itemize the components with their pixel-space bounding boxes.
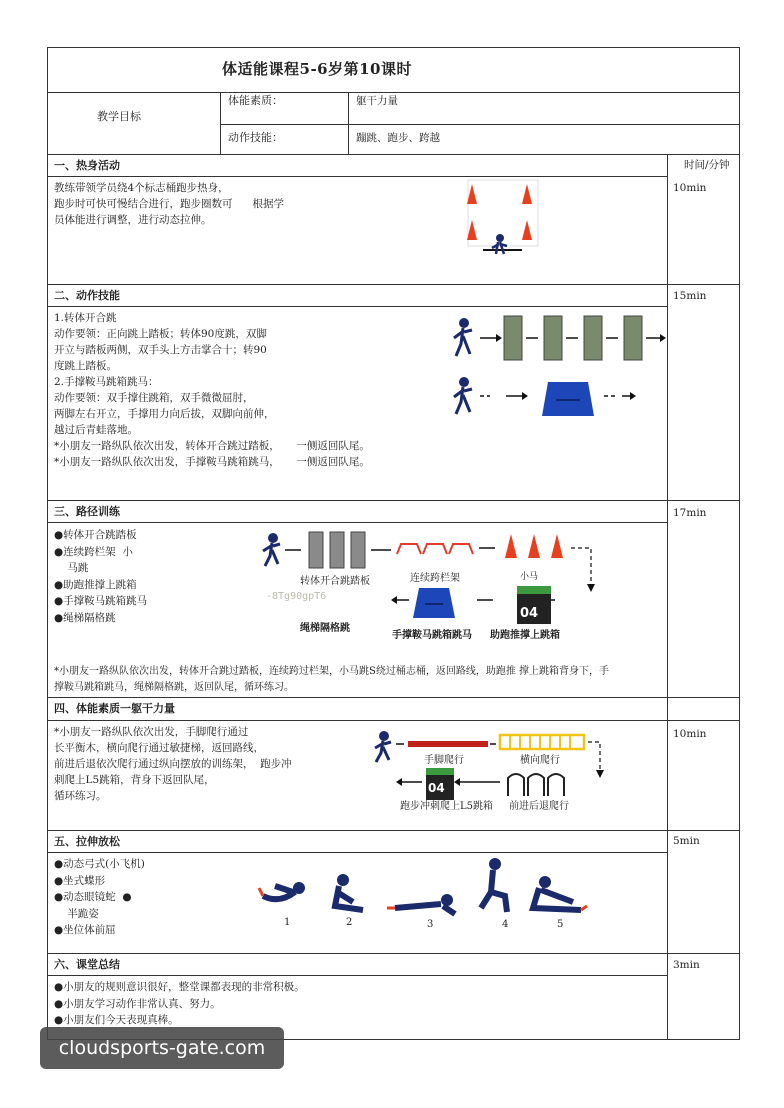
arrow <box>660 334 666 342</box>
step-board <box>504 316 522 360</box>
arrow <box>396 778 402 786</box>
warmup-diagram <box>450 178 560 268</box>
divider <box>47 522 667 523</box>
arrow <box>454 778 460 786</box>
divider <box>220 124 740 125</box>
core-label-fb: 前进后退爬行 <box>509 801 569 812</box>
child-icon <box>459 318 469 328</box>
pose-sit-reach <box>533 876 587 910</box>
return-path <box>571 548 591 586</box>
section-title: 四、体能素质一躯干力量 <box>54 702 175 715</box>
section-time: 5min <box>673 835 700 847</box>
training-arch <box>508 774 524 796</box>
arrow <box>391 596 397 604</box>
pose-number: 1 <box>284 917 291 928</box>
section-time: 3min <box>673 959 700 971</box>
training-arch <box>548 774 564 796</box>
pose-half-kneel <box>481 858 507 912</box>
step-board <box>309 532 323 568</box>
divider <box>47 154 740 155</box>
section-title: 一、热身活动 <box>54 159 120 172</box>
agility-ladder-rungs <box>510 735 570 749</box>
divider <box>47 975 667 976</box>
jump-box-number: 04 <box>428 781 445 795</box>
child-icon <box>496 234 504 242</box>
divider <box>47 953 740 954</box>
hurdle-icon <box>449 544 473 554</box>
return-path <box>588 742 600 772</box>
route-note: *小朋友一路纵队依次出发，转体开合跳过踏板，连续跨过栏架，小马跳S绕过桶志桶，返回路线，助跑推 撑上跳箱背身下，手 撑鞍马跳箱跳马，绳梯隔格跳，返回队尾，循环练习。 <box>54 666 610 693</box>
divider <box>47 284 740 285</box>
divider <box>47 500 740 501</box>
step-jump-diagram <box>448 310 668 430</box>
objective-value: 躯干力量 <box>356 95 398 107</box>
stretch-bullets: ●动态弓式(小飞机) ●坐式蝶形 ●动态眼镜蛇 ● 半跪姿 ●坐位体前屈 <box>54 858 145 936</box>
time-column-line <box>667 154 668 1040</box>
pose-bow <box>259 882 305 899</box>
section-text: 教练带领学员绕4个标志桶跑步热身， 跑步时可快可慢结合进行，跑步圈数可 根据学 员体能进行调整，进行动态拉伸。 <box>54 182 285 226</box>
core-label-side: 横向爬行 <box>520 755 560 766</box>
step-board <box>584 316 602 360</box>
objectives-label: 教学目标 <box>97 110 141 123</box>
section-title: 五、拉伸放松 <box>54 835 120 848</box>
objective-value: 蹦跳、跑步、跨越 <box>356 132 440 144</box>
watermark-badge: cloudsports-gate.com <box>40 1027 284 1069</box>
child-icon <box>454 387 472 414</box>
arrow <box>587 584 595 592</box>
pose-number: 3 <box>427 919 434 930</box>
divider <box>47 697 740 698</box>
child-icon <box>492 242 507 254</box>
pose-cobra <box>387 894 455 914</box>
pose-number: 5 <box>557 919 564 930</box>
hurdle-icon <box>423 544 447 554</box>
cone-icon <box>505 534 517 558</box>
training-arch <box>528 774 544 796</box>
child-icon <box>375 741 391 762</box>
jump-box-top <box>517 586 551 594</box>
divider <box>47 176 667 177</box>
core-label-crawl: 手脚爬行 <box>424 755 464 766</box>
arrow <box>596 770 604 778</box>
cone-icon <box>522 184 532 204</box>
route-label-push: 助跑推撑上跳箱 <box>490 630 560 641</box>
route-label-ladder: 绳梯隔格跳 <box>300 623 350 634</box>
section-time: 15min <box>673 290 707 302</box>
objective-name: 体能素质： <box>228 94 283 107</box>
section-title: 二、动作技能 <box>54 289 120 302</box>
child-icon <box>454 328 472 356</box>
step-board <box>351 532 365 568</box>
route-bullets: ●转体开合跳踏板 ●连续跨栏架 小 马跳 ●助跑推撑上跳箱 ●手撑鞍马跳箱跳马 ●绳梯隔格跳 <box>54 529 148 624</box>
divider <box>47 852 667 853</box>
divider <box>47 720 740 721</box>
step-board <box>544 316 562 360</box>
arrow <box>496 334 502 342</box>
child-icon <box>263 543 280 566</box>
jump-box-number: 04 <box>520 606 539 621</box>
child-icon <box>459 377 469 387</box>
step-board <box>330 532 344 568</box>
balance-beam <box>408 741 488 747</box>
time-header: 时间/分钟 <box>684 159 730 171</box>
section-time: 17min <box>673 507 707 519</box>
arrow <box>522 392 528 400</box>
hurdle-icon <box>397 544 421 554</box>
route-label-pony: 小马 <box>520 572 539 582</box>
section-title: 三、路径训练 <box>54 505 120 518</box>
route-label-step: 转体开合跳踏板 <box>300 576 370 587</box>
jump-box-top <box>426 768 454 775</box>
child-icon <box>379 731 389 741</box>
pose-number: 4 <box>502 919 509 930</box>
section-title: 六、课堂总结 <box>54 958 120 971</box>
route-label-vault: 手撑鞍马跳箱跳马 <box>392 630 472 641</box>
pose-number: 2 <box>346 917 353 928</box>
route-label-hurdle: 连续跨栏架 <box>410 573 460 584</box>
section-time: 10min <box>673 182 707 194</box>
divider <box>47 830 740 831</box>
summary-bullets: ●小朋友的规则意识很好，整堂课都表现的非常积极。 ●小朋友学习动作非常认真、努力。 ●小朋友们今天表现真棒。 <box>54 981 305 1026</box>
stretch-poses <box>255 856 595 918</box>
faint-code: -8Tg90gpT6 <box>266 591 327 602</box>
core-label-sprint: 跑步冲刺爬上L5跳箱 <box>400 801 494 812</box>
step-board <box>624 316 642 360</box>
objective-name: 动作技能： <box>228 131 283 144</box>
agility-ladder <box>500 735 584 749</box>
cone-icon <box>528 534 540 558</box>
core-strength-diagram <box>366 726 606 806</box>
divider <box>348 92 349 154</box>
section-text: *小朋友一路纵队依次出发，手脚爬行通过 长平衡木，横向爬行通过敏捷梯，返回路线， 前进后退依次爬行通过纵向摆放的训练架， 跑步冲 刺爬上L5跳箱，背身下返回队尾， 循环练习。 <box>54 726 292 802</box>
section-text: 1.转体开合跳 动作要领：正向跳上踏板；转体90度跳，双脚 开立与踏板两侧，双手头上方击掌合十；转90 度跳上踏板。 2.手撑鞍马跳箱跳马： 动作要领：双手撑住跳箱，双手微微屈肘， 两脚左右开立，手撑用力向后拔，双脚向前伸， 越过后青蛙落地。 *小朋友一路纵队依次出发，转体开合跳过踏板， 一侧返回队尾。 *小朋友一路纵队依次出发，手撑鞍马跳箱跳马， 一侧返回队尾。 <box>54 312 370 468</box>
child-icon <box>268 533 278 543</box>
divider <box>47 306 667 307</box>
section-time: 10min <box>673 728 707 740</box>
page-title: 体适能课程5-6岁第10课时 <box>222 60 412 78</box>
cone-icon <box>551 534 563 558</box>
divider <box>220 92 221 154</box>
pose-butterfly <box>335 874 363 910</box>
arrow <box>630 392 636 400</box>
cone-icon <box>522 220 532 240</box>
